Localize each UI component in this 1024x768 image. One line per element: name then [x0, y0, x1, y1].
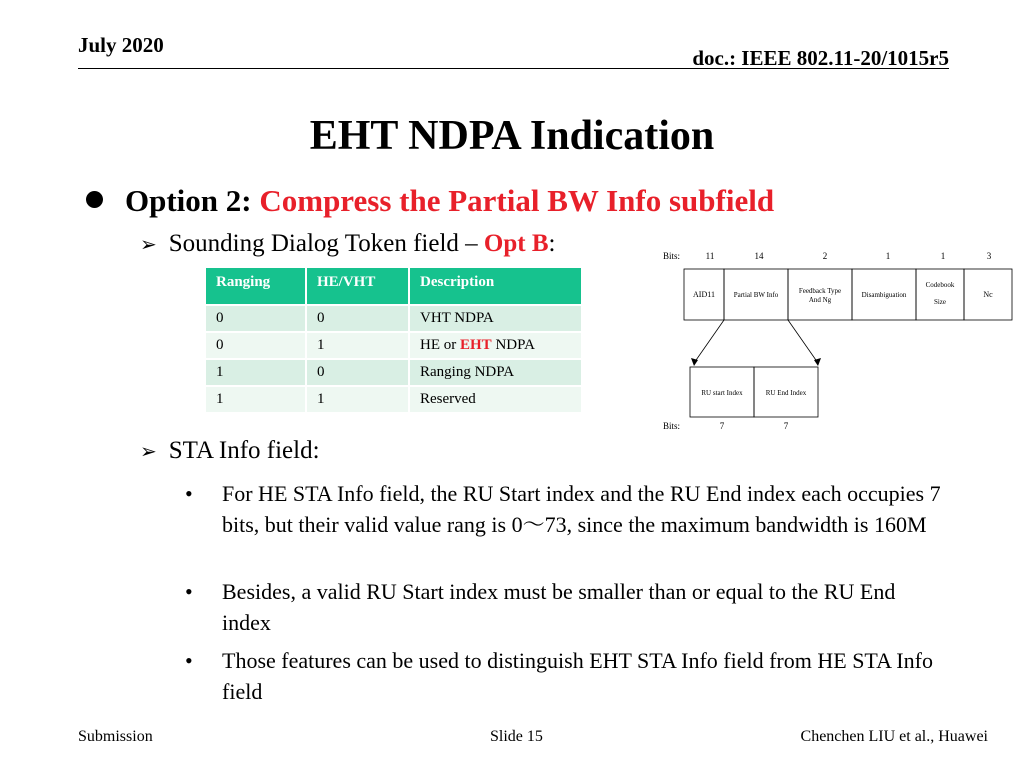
cell-description	[410, 333, 581, 358]
bits-ru-start: 7	[719, 421, 725, 431]
sounding-token-bullet	[140, 230, 555, 258]
bits-partial-bw: 14	[754, 251, 764, 261]
cell-ranging: 0	[206, 306, 305, 331]
col-header-hevht: HE/VHT	[307, 268, 408, 304]
table-row	[206, 360, 581, 385]
cell-description: Reserved	[410, 387, 581, 412]
sta-heading: STA Info field:	[168, 437, 320, 464]
bits-disamb: 1	[885, 251, 891, 261]
footer-author: Chenchen LIU et al., Huawei	[800, 728, 988, 745]
cell-hevht: 1	[307, 333, 408, 358]
table-row	[206, 306, 581, 331]
field-aid11: AID11	[693, 290, 715, 299]
bullet-dot-icon	[86, 191, 103, 208]
bullet-dot-icon: •	[185, 648, 193, 673]
bits-codebook: 1	[940, 251, 946, 261]
desc-emphasis: EHT	[460, 337, 492, 353]
desc-pre: HE or	[420, 337, 460, 353]
field-box-codebook	[916, 269, 964, 320]
bits-nc: 3	[986, 251, 992, 261]
header-doc-id: doc.: IEEE 802.11-20/1015r5	[692, 46, 949, 70]
arrow-bullet-icon: ➢	[140, 441, 157, 463]
sta-bullet-1: For HE STA Info field, the RU Start index and the RU End index each occupies 7 bits, but their valid value rang is 0～73, since the maximum bandwidth is 160M	[222, 481, 941, 537]
field-codebook-1: Codebook	[925, 281, 955, 289]
footer-submission: Submission	[78, 728, 153, 745]
bits-label-top: Bits:	[663, 251, 681, 261]
option-text: Compress the Partial BW Info subfield	[259, 183, 775, 218]
sounding-prefix: Sounding Dialog Token field –	[168, 230, 484, 257]
subfield-ru-start: RU start Index	[701, 389, 743, 397]
expand-arrow-right	[788, 320, 818, 363]
field-nc: Nc	[983, 290, 993, 299]
slide-title: EHT NDPA Indication	[309, 113, 715, 159]
header-date: July 2020	[78, 33, 164, 57]
sta-info-bullet	[140, 437, 320, 465]
cell-description: VHT NDPA	[410, 306, 581, 331]
field-codebook-2: Size	[933, 298, 947, 306]
cell-ranging: 0	[206, 333, 305, 358]
header-divider	[78, 68, 949, 69]
bits-label-bottom: Bits:	[663, 421, 681, 431]
field-disamb: Disambiguation	[861, 291, 907, 299]
cell-hevht: 0	[307, 360, 408, 385]
arrow-bullet-icon: ➢	[140, 234, 157, 256]
expand-arrow-left	[694, 320, 724, 363]
cell-ranging: 1	[206, 360, 305, 385]
subfield-ru-end: RU End Index	[765, 389, 807, 397]
option-label: Option 2:	[125, 183, 252, 218]
table-row	[206, 387, 581, 412]
footer-slide-number: Slide 15	[490, 728, 543, 745]
field-partial-bw: Partial BW Info	[733, 291, 779, 299]
cell-ranging: 1	[206, 387, 305, 412]
bits-feedback: 2	[822, 251, 828, 261]
ndpa-type-table	[204, 266, 583, 414]
table-header-row	[206, 268, 581, 304]
col-header-ranging: Ranging	[206, 268, 305, 304]
sta-bullet-3: Those features can be used to distinguish EHT STA Info field from HE STA Info field	[222, 648, 933, 704]
bullet-dot-icon: •	[185, 579, 193, 604]
bits-ru-end: 7	[783, 421, 789, 431]
sta-bullet-2: Besides, a valid RU Start index must be smaller than or equal to the RU End index	[222, 579, 896, 635]
col-header-description: Description	[410, 268, 581, 304]
bits-aid11: 11	[705, 251, 715, 261]
table-row	[206, 333, 581, 358]
sounding-suffix: :	[548, 230, 556, 257]
desc-post: NDPA	[491, 337, 535, 353]
cell-description: Ranging NDPA	[410, 360, 581, 385]
sounding-opt: Opt B	[483, 230, 549, 257]
cell-hevht: 1	[307, 387, 408, 412]
sta-info-field-diagram	[656, 246, 1016, 438]
bullet-dot-icon: •	[185, 481, 193, 506]
field-feedback-1: Feedback Type	[798, 287, 842, 295]
field-feedback-2: And Ng	[808, 296, 832, 304]
cell-hevht: 0	[307, 306, 408, 331]
option-bullet	[86, 183, 774, 219]
